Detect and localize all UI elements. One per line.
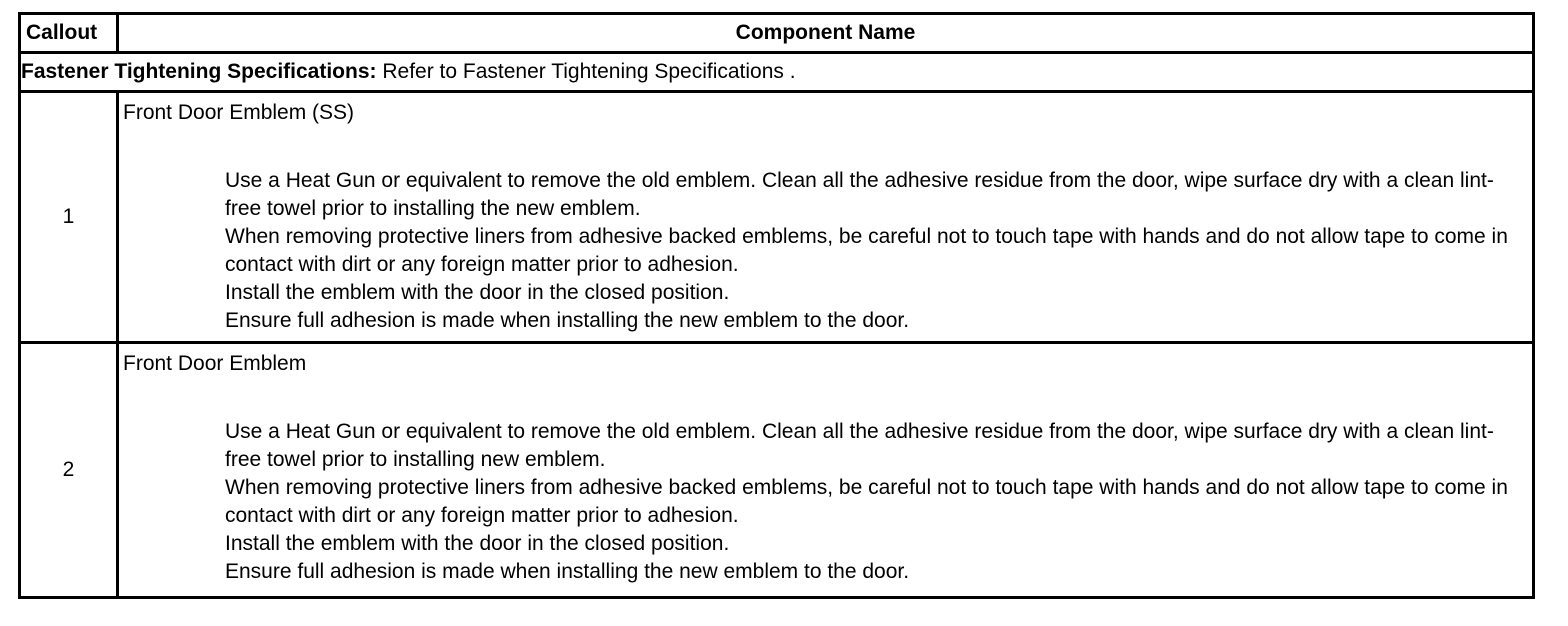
instruction-item: Use a Heat Gun or equivalent to remove the old emblem. Clean all the adhesive residue from the door, wipe surface dry with a clean lint-free towel prior to installing the new emblem.: [225, 169, 1494, 220]
callout-number: 1: [20, 92, 118, 343]
fastener-specs-cell: [20, 53, 1534, 92]
instruction-item: Ensure full adhesion is made when installing the new emblem to the door.: [225, 309, 910, 332]
component-name: Front Door Emblem (SS): [123, 101, 355, 124]
component-name: Front Door Emblem: [123, 352, 307, 375]
component-cell: [118, 92, 1534, 343]
instruction-item: When removing protective liners from adhesive backed emblems, be careful not to touch tape with hands and do not allow tape to come in contact with dirt or any foreign matter prior to adhesion.: [225, 476, 1508, 527]
instruction-item: Ensure full adhesion is made when installing the new emblem to the door.: [225, 560, 910, 583]
table-header-row: [20, 14, 1534, 53]
component-cell: [118, 343, 1534, 598]
instruction-list: [123, 418, 1518, 586]
component-table: [18, 12, 1535, 599]
instruction-item: When removing protective liners from adhesive backed emblems, be careful not to touch tape with hands and do not allow tape to come in contact with dirt or any foreign matter prior to adhesion.: [225, 225, 1508, 276]
table-row: [20, 92, 1534, 343]
fastener-specs-text: Refer to Fastener Tightening Specifications .: [376, 60, 796, 83]
instruction-list: [123, 167, 1518, 335]
table-row: [20, 343, 1534, 598]
callout-number: 2: [20, 343, 118, 598]
fastener-specs-label: Fastener Tightening Specifications:: [21, 60, 377, 83]
component-name-header: Component Name: [118, 14, 1534, 53]
instruction-item: Use a Heat Gun or equivalent to remove the old emblem. Clean all the adhesive residue from the door, wipe surface dry with a clean lint-free towel prior to installing new emblem.: [225, 420, 1494, 471]
fastener-specs-row: [20, 53, 1534, 92]
callout-header: Callout: [20, 14, 118, 53]
instruction-item: Install the emblem with the door in the closed position.: [225, 532, 730, 555]
instruction-item: Install the emblem with the door in the closed position.: [225, 281, 730, 304]
